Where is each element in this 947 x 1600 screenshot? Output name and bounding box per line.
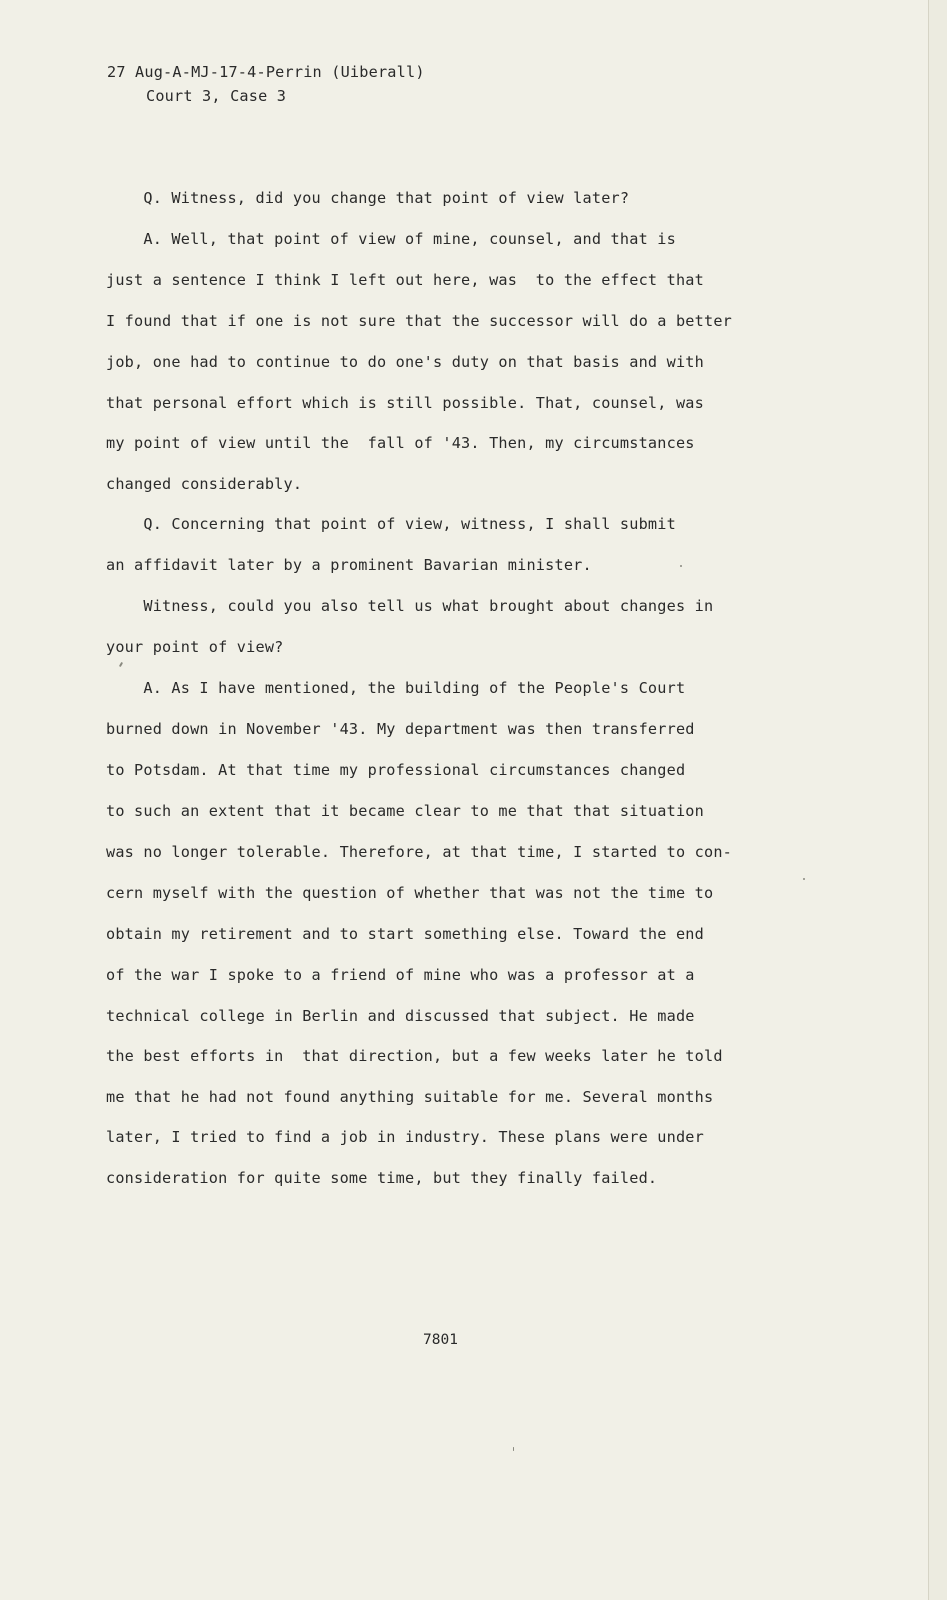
transcript-line: just a sentence I think I left out here, was to the effect that xyxy=(106,271,704,289)
transcript-line: A. Well, that point of view of mine, counsel, and that is xyxy=(106,230,676,248)
transcript-line: was no longer tolerable. Therefore, at that time, I started to con- xyxy=(106,843,733,861)
paper-speck xyxy=(513,1447,514,1451)
transcript-line: to such an extent that it became clear to me that that situation xyxy=(106,802,704,820)
transcript-line: that personal effort which is still possible. That, counsel, was xyxy=(106,394,704,412)
transcript-line: consideration for quite some time, but they finally failed. xyxy=(106,1169,658,1187)
paper-speck xyxy=(119,662,123,667)
transcript-line: to Potsdam. At that time my professional circumstances changed xyxy=(106,761,686,779)
transcript-line: your point of view? xyxy=(106,638,284,656)
transcript-line: the best efforts in that direction, but a few weeks later he told xyxy=(106,1047,723,1065)
transcript-line: I found that if one is not sure that the successor will do a better xyxy=(106,312,733,330)
transcript-line: Q. Concerning that point of view, witness, I shall submit xyxy=(106,515,676,533)
transcript-line: job, one had to continue to do one's duty on that basis and with xyxy=(106,353,704,371)
transcript-line: A. As I have mentioned, the building of the People's Court xyxy=(106,679,686,697)
paper-speck xyxy=(803,878,805,880)
paper-speck xyxy=(680,565,682,567)
transcript-line: of the war I spoke to a friend of mine who was a professor at a xyxy=(106,966,695,984)
transcript-line: later, I tried to find a job in industry. These plans were under xyxy=(106,1128,704,1146)
transcript-line: changed considerably. xyxy=(106,475,303,493)
transcript-line: cern myself with the question of whether that was not the time to xyxy=(106,884,714,902)
transcript-line: me that he had not found anything suitable for me. Several months xyxy=(106,1088,714,1106)
transcript-line: obtain my retirement and to start something else. Toward the end xyxy=(106,925,704,943)
transcript-line: Witness, could you also tell us what brought about changes in xyxy=(106,597,714,615)
transcript-line: my point of view until the fall of '43. Then, my circumstances xyxy=(106,434,695,452)
page-number: 7801 xyxy=(423,1332,458,1348)
header-court-case: Court 3, Case 3 xyxy=(146,87,287,105)
transcript-line: an affidavit later by a prominent Bavarian minister. xyxy=(106,556,592,574)
transcript-line: burned down in November '43. My department was then transferred xyxy=(106,720,695,738)
transcript-line: technical college in Berlin and discussed that subject. He made xyxy=(106,1007,695,1025)
transcript-line: Q. Witness, did you change that point of view later? xyxy=(106,189,630,207)
header-case-reference: 27 Aug-A-MJ-17-4-Perrin (Uiberall) xyxy=(107,63,425,81)
